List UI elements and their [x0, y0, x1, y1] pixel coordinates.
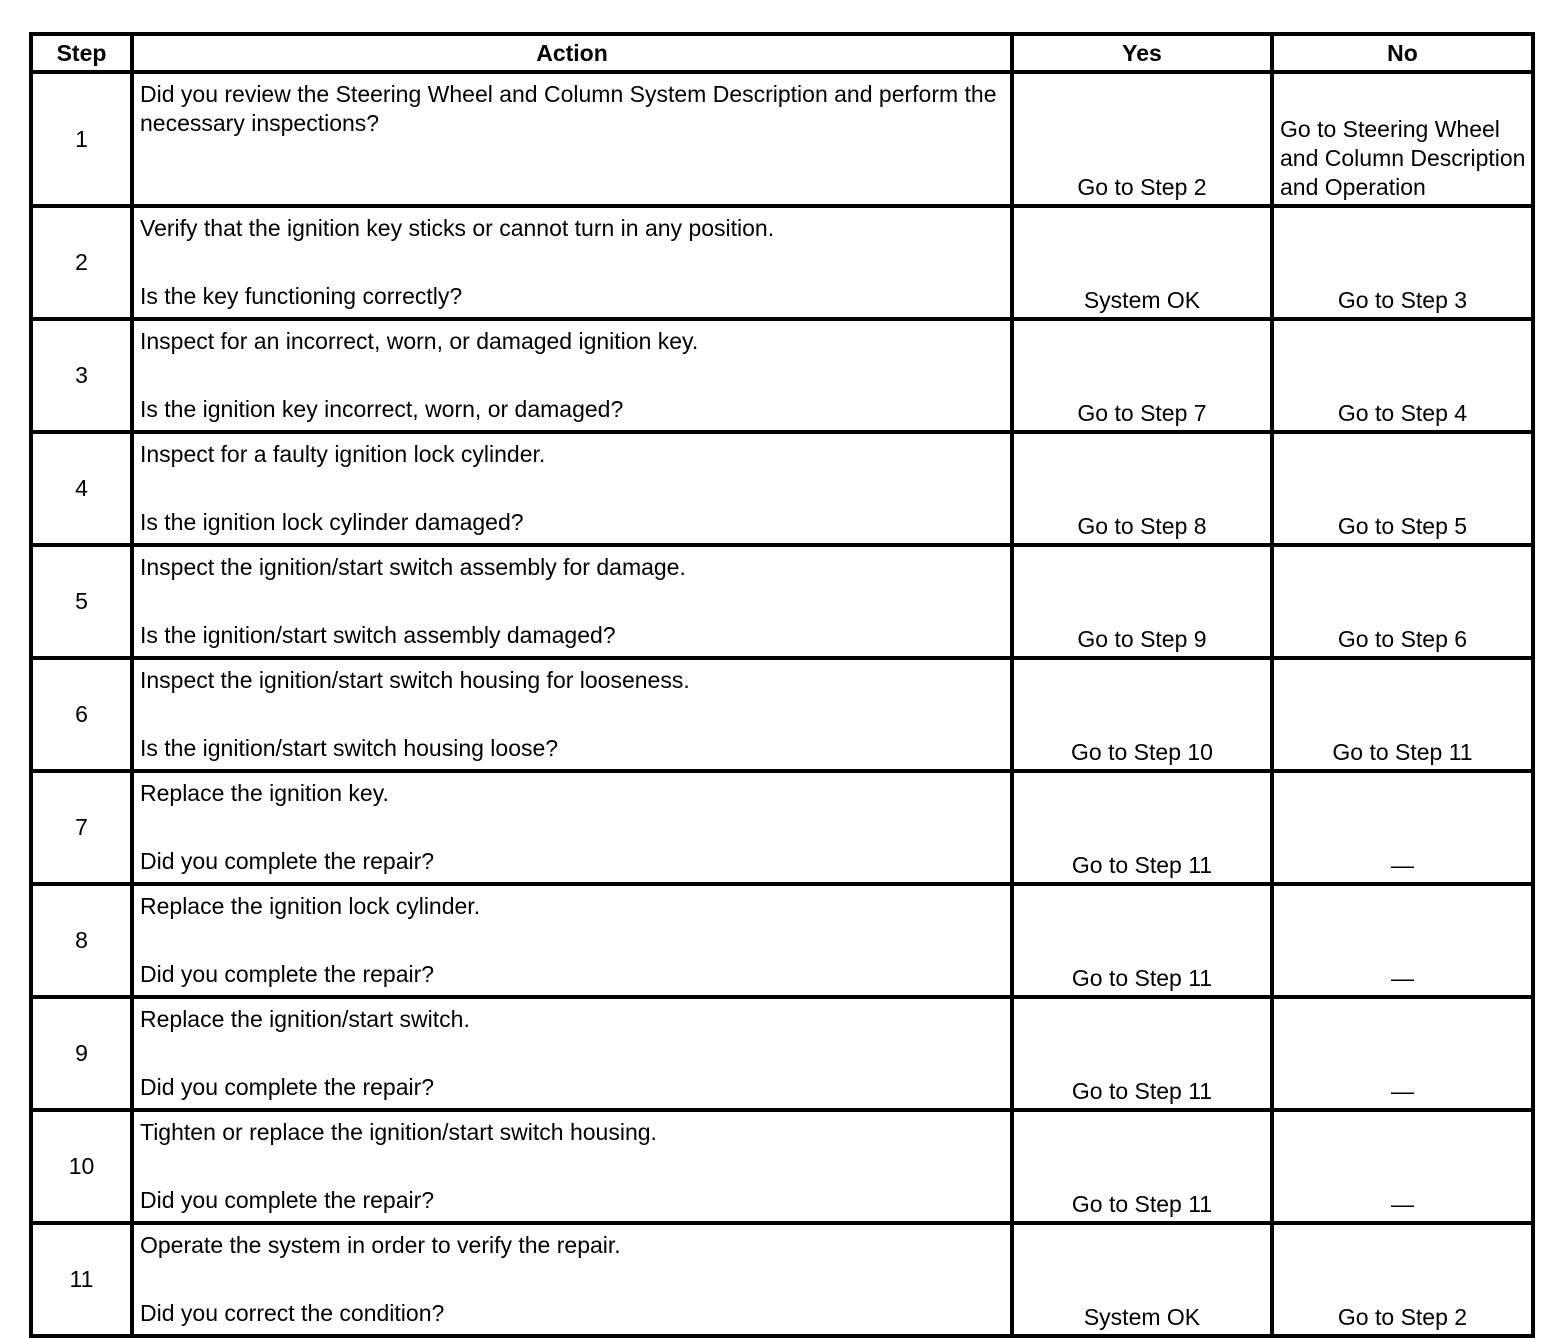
table-row — [31, 1110, 1533, 1223]
step-number: 11 — [31, 1223, 132, 1336]
yes-result: Go to Step 10 — [1012, 658, 1272, 771]
yes-result: System OK — [1012, 1223, 1272, 1336]
action-question: Did you complete the repair? — [140, 1187, 435, 1213]
action-cell — [132, 884, 1012, 997]
action-text: Inspect for an incorrect, worn, or damaged ignition key. — [140, 328, 699, 354]
action-question: Did you correct the condition? — [140, 1300, 445, 1326]
action-question: Is the ignition lock cylinder damaged? — [140, 509, 524, 535]
action-cell — [132, 658, 1012, 771]
diagnostic-table — [29, 32, 1535, 1338]
step-number: 6 — [31, 658, 132, 771]
action-question: Did you complete the repair? — [140, 848, 435, 874]
yes-result: System OK — [1012, 206, 1272, 319]
no-result: Go to Step 4 — [1272, 319, 1533, 432]
table-row — [31, 997, 1533, 1110]
no-result: Go to Step 2 — [1272, 1223, 1533, 1336]
action-text: Replace the ignition key. — [140, 780, 389, 806]
header-no: No — [1272, 34, 1533, 72]
action-cell — [132, 1110, 1012, 1223]
action-question: Did you complete the repair? — [140, 961, 435, 987]
action-text: Replace the ignition/start switch. — [140, 1006, 470, 1032]
table-row — [31, 771, 1533, 884]
action-cell — [132, 1223, 1012, 1336]
step-number: 4 — [31, 432, 132, 545]
step-number: 1 — [31, 72, 132, 206]
action-cell — [132, 72, 1012, 206]
step-number: 2 — [31, 206, 132, 319]
no-result: Go to Step 3 — [1272, 206, 1533, 319]
action-question: Is the ignition key incorrect, worn, or damaged? — [140, 396, 624, 422]
table-row — [31, 658, 1533, 771]
yes-result: Go to Step 11 — [1012, 884, 1272, 997]
yes-result: Go to Step 2 — [1012, 72, 1272, 206]
action-text: Inspect the ignition/start switch housing for looseness. — [140, 667, 690, 693]
action-cell — [132, 319, 1012, 432]
header-step: Step — [31, 34, 132, 72]
step-number: 8 — [31, 884, 132, 997]
yes-result: Go to Step 7 — [1012, 319, 1272, 432]
no-result: Go to Step 11 — [1272, 658, 1533, 771]
action-cell — [132, 432, 1012, 545]
no-result: — — [1272, 884, 1533, 997]
action-text: Did you review the Steering Wheel and Column System Description and perform the necessary inspections? — [140, 81, 997, 136]
action-text: Replace the ignition lock cylinder. — [140, 893, 481, 919]
action-cell — [132, 545, 1012, 658]
header-action: Action — [132, 34, 1012, 72]
action-text: Inspect the ignition/start switch assembly for damage. — [140, 554, 686, 580]
table-row — [31, 319, 1533, 432]
action-text: Tighten or replace the ignition/start switch housing. — [140, 1119, 657, 1145]
action-cell — [132, 771, 1012, 884]
action-question: Is the key functioning correctly? — [140, 283, 463, 309]
step-number: 7 — [31, 771, 132, 884]
table-row — [31, 432, 1533, 545]
no-result: Go to Steering Wheel and Column Description and Operation — [1272, 72, 1533, 206]
no-result: — — [1272, 997, 1533, 1110]
step-number: 5 — [31, 545, 132, 658]
action-text: Verify that the ignition key sticks or cannot turn in any position. — [140, 215, 775, 241]
yes-result: Go to Step 11 — [1012, 771, 1272, 884]
table-row — [31, 1223, 1533, 1336]
step-number: 10 — [31, 1110, 132, 1223]
yes-result: Go to Step 9 — [1012, 545, 1272, 658]
step-number: 9 — [31, 997, 132, 1110]
table-row — [31, 72, 1533, 206]
table-row — [31, 206, 1533, 319]
action-text: Inspect for a faulty ignition lock cylinder. — [140, 441, 546, 467]
action-question: Did you complete the repair? — [140, 1074, 435, 1100]
action-text: Operate the system in order to verify the repair. — [140, 1232, 621, 1258]
header-yes: Yes — [1012, 34, 1272, 72]
no-result: Go to Step 5 — [1272, 432, 1533, 545]
step-number: 3 — [31, 319, 132, 432]
action-cell — [132, 997, 1012, 1110]
yes-result: Go to Step 11 — [1012, 997, 1272, 1110]
no-result: — — [1272, 771, 1533, 884]
action-question: Is the ignition/start switch assembly damaged? — [140, 622, 616, 648]
table-row — [31, 545, 1533, 658]
header-row — [31, 34, 1533, 72]
yes-result: Go to Step 11 — [1012, 1110, 1272, 1223]
yes-result: Go to Step 8 — [1012, 432, 1272, 545]
action-question: Is the ignition/start switch housing loose? — [140, 735, 559, 761]
no-result: Go to Step 6 — [1272, 545, 1533, 658]
no-result: — — [1272, 1110, 1533, 1223]
table-row — [31, 884, 1533, 997]
action-cell — [132, 206, 1012, 319]
